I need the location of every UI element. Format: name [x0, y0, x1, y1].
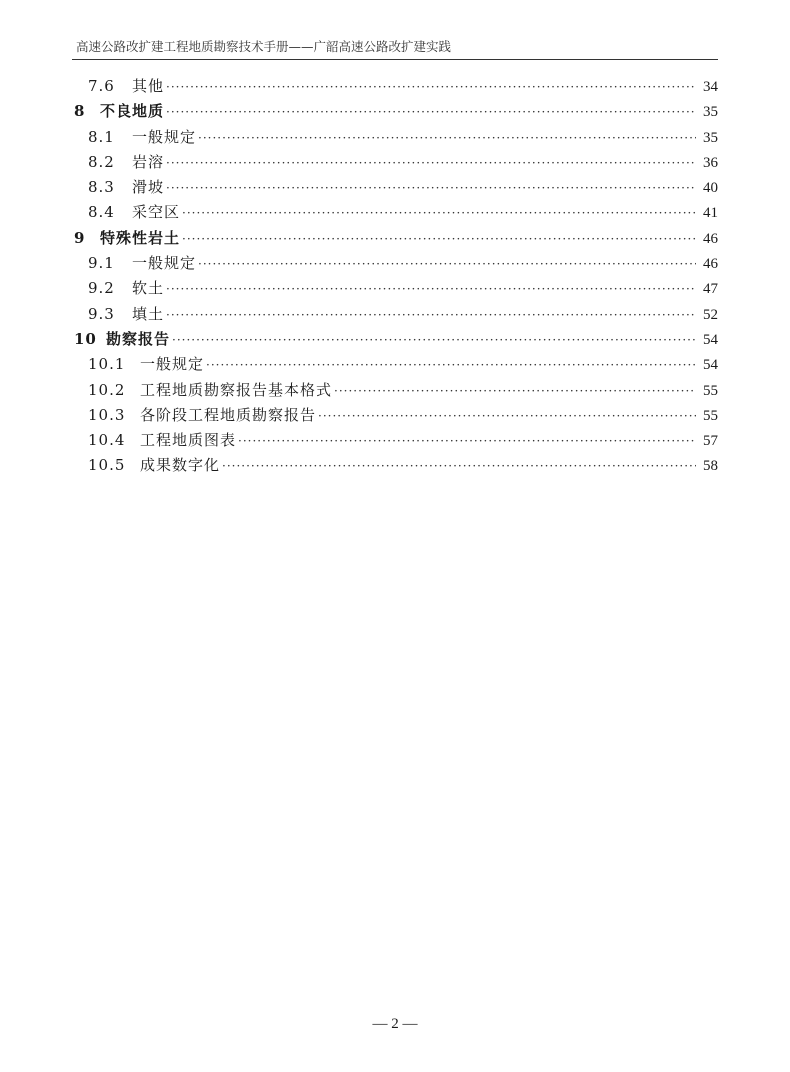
toc-title: 一般规定 — [140, 355, 205, 374]
toc-title: 各阶段工程地质勘察报告 — [140, 405, 317, 424]
toc-entry-10-5[interactable] — [74, 453, 718, 478]
dot-leader — [222, 454, 696, 479]
toc-page: 36 — [703, 154, 718, 171]
toc-title: 成果数字化 — [140, 456, 221, 475]
toc-title: 岩溶 — [132, 152, 165, 171]
dot-leader — [318, 404, 696, 429]
toc-page: 46 — [703, 230, 718, 247]
dot-leader — [166, 303, 696, 328]
toc-title: 滑坡 — [132, 178, 165, 197]
dot-leader — [172, 328, 696, 353]
toc-title: 工程地质勘察报告基本格式 — [140, 380, 333, 399]
toc-page: 58 — [703, 458, 718, 475]
toc-number: 8.1 — [88, 127, 115, 146]
toc-number: 9.1 — [88, 254, 115, 273]
toc-entry-10-1[interactable] — [74, 352, 718, 377]
dot-leader — [166, 75, 696, 100]
toc-page: 55 — [703, 407, 718, 424]
dot-leader — [198, 126, 696, 151]
toc-number: 8.4 — [88, 203, 115, 222]
toc-number: 8.3 — [88, 178, 115, 197]
toc-title: 采空区 — [132, 203, 181, 222]
toc-number: 8 — [74, 102, 86, 121]
toc-chapter-8[interactable] — [74, 99, 718, 124]
toc-page: 57 — [703, 433, 718, 450]
toc-title: 勘察报告 — [106, 329, 171, 348]
toc-entry-7-6[interactable] — [74, 74, 718, 99]
toc-number: 9 — [74, 228, 86, 247]
toc-page: 34 — [703, 79, 718, 95]
dot-leader — [334, 379, 696, 404]
toc-chapter-10[interactable] — [74, 327, 718, 352]
toc-entry-8-4[interactable] — [74, 200, 718, 225]
dot-leader — [238, 429, 696, 454]
toc-number: 10 — [74, 329, 97, 348]
toc-entry-10-2[interactable] — [74, 378, 718, 403]
toc-title: 不良地质 — [100, 102, 165, 121]
toc-title: 特殊性岩土 — [100, 228, 181, 247]
toc-number: 10.2 — [88, 380, 126, 399]
toc-page: 35 — [703, 104, 718, 121]
toc-page: 55 — [703, 382, 718, 399]
toc-title: 填土 — [132, 304, 165, 323]
toc-page: 52 — [703, 306, 718, 323]
toc-title: 其他 — [132, 77, 165, 95]
toc-entry-9-3[interactable] — [74, 302, 718, 327]
toc-entry-8-2[interactable] — [74, 150, 718, 175]
toc-number: 8.2 — [88, 152, 115, 171]
toc-chapter-9[interactable] — [74, 226, 718, 251]
toc-title: 一般规定 — [132, 127, 197, 146]
toc-page: 46 — [703, 256, 718, 273]
table-of-contents — [74, 74, 718, 479]
page-footer — [0, 1016, 790, 1033]
toc-number: 10.4 — [88, 431, 126, 450]
dot-leader — [206, 353, 696, 378]
toc-page: 47 — [703, 281, 718, 298]
toc-entry-10-3[interactable] — [74, 403, 718, 428]
toc-page: 54 — [703, 331, 718, 348]
toc-page: 35 — [703, 129, 718, 146]
toc-title: 软土 — [132, 279, 165, 298]
toc-number: 9.2 — [88, 279, 115, 298]
toc-entry-9-2[interactable] — [74, 276, 718, 301]
page-number: — 2 — — [372, 1016, 418, 1032]
toc-entry-9-1[interactable] — [74, 251, 718, 276]
toc-entry-8-1[interactable] — [74, 125, 718, 150]
toc-page: 40 — [703, 180, 718, 197]
running-title: 高速公路改扩建工程地质勘察技术手册——广韶高速公路改扩建实践 — [76, 39, 452, 54]
running-header — [72, 38, 718, 60]
toc-number: 10.1 — [88, 355, 126, 374]
toc-number: 9.3 — [88, 304, 115, 323]
dot-leader — [166, 277, 696, 302]
dot-leader — [166, 100, 696, 125]
dot-leader — [182, 227, 696, 252]
toc-page: 41 — [703, 205, 718, 222]
toc-title: 工程地质图表 — [140, 431, 237, 450]
dot-leader — [182, 201, 696, 226]
toc-page: 54 — [703, 357, 718, 374]
toc-entry-10-4[interactable] — [74, 428, 718, 453]
dot-leader — [166, 151, 696, 176]
dot-leader — [198, 252, 696, 277]
toc-number: 10.5 — [88, 456, 126, 475]
dot-leader — [166, 176, 696, 201]
toc-title: 一般规定 — [132, 254, 197, 273]
toc-number: 10.3 — [88, 405, 126, 424]
toc-number: 7.6 — [88, 77, 115, 95]
toc-entry-8-3[interactable] — [74, 175, 718, 200]
